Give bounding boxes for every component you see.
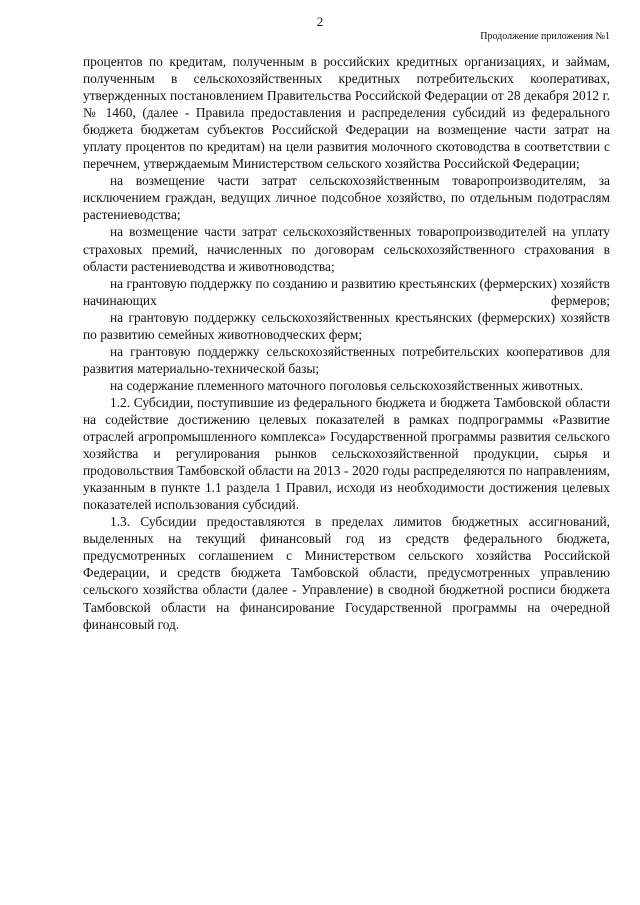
paragraph-insurance-subsidy: на возмещение части затрат сельскохозяйственных товаропроизводителей на уплату страховых премий, начисленных по договорам сельскохозяйственного страхования в области растениеводства и животноводства; — [83, 224, 610, 274]
paragraph-grant-cooperatives: на грантовую поддержку сельскохозяйственных потребительских кооперативов для развития материально-технической базы; — [83, 343, 610, 376]
paragraph-crop-production-subsidy: на возмещение части затрат сельскохозяйственным товаропроизводителям, за исключением граждан, ведущих личное подсобное хозяйство, по отдельным подотраслям растениеводства; — [83, 173, 610, 223]
paragraph-grant-family-farms: на грантовую поддержку сельскохозяйственных крестьянских (фермерских) хозяйств по развитию семейных животноводческих ферм; — [83, 309, 610, 342]
paragraph-section-1-2: 1.2. Субсидии, поступившие из федерального бюджета и бюджета Тамбовской области на содействие достижению целевых показателей в рамках подпрограммы «Развитие отраслей агропромышленного комплекса» Государственной программы развития сельского хозяйства и регулирования рынков сельскохозяйственной продукции, сырья и продовольствия Тамбовской области на 2013 - 2020 годы распределяются по направлениям, указанным в пункте 1.1 раздела 1 Правил, исходя из необходимости достижения целевых показателей использования субсидий. — [83, 394, 610, 513]
document-body — [83, 53, 610, 633]
paragraph-grant-beginning-farmers: на грантовую поддержку по созданию и развитию крестьянских (фермерских) хозяйств начинающих фермеров; — [83, 275, 610, 308]
page-number: 2 — [316, 14, 324, 29]
paragraph-continuation: процентов по кредитам, полученным в российских кредитных организациях, и займам, полученным в сельскохозяйственных кредитных потребительских кооперативах, утвержденных постановлением Правительства Российской Федерации от 28 декабря 2012 г. № 1460, (далее - Правила предоставления и распределения субсидий из федерального бюджета бюджетам субъектов Российской Федерации на возмещение части затрат на уплату процентов по кредитам) на цели развития молочного скотоводства в соответствии с перечнем, утверждаемым Министерством сельского хозяйства Российской Федерации; — [83, 54, 610, 172]
appendix-continuation-note: Продолжение приложения №1 — [480, 31, 610, 42]
paragraph-section-1-3: 1.3. Субсидии предоставляются в пределах лимитов бюджетных ассигнований, выделенных на текущий финансовый год из средств федерального бюджета, предусмотренных соглашением с Министерством сельского хозяйства Российской Федерации, и средств бюджета Тамбовской области, предусмотренных управлению сельского хозяйства области (далее - Управление) в сводной бюджетной росписи бюджета Тамбовской области на финансирование Государственной программы на очередной финансовый год. — [83, 514, 610, 632]
paragraph-breeding-livestock: на содержание племенного маточного поголовья сельскохозяйственных животных. — [110, 377, 584, 393]
